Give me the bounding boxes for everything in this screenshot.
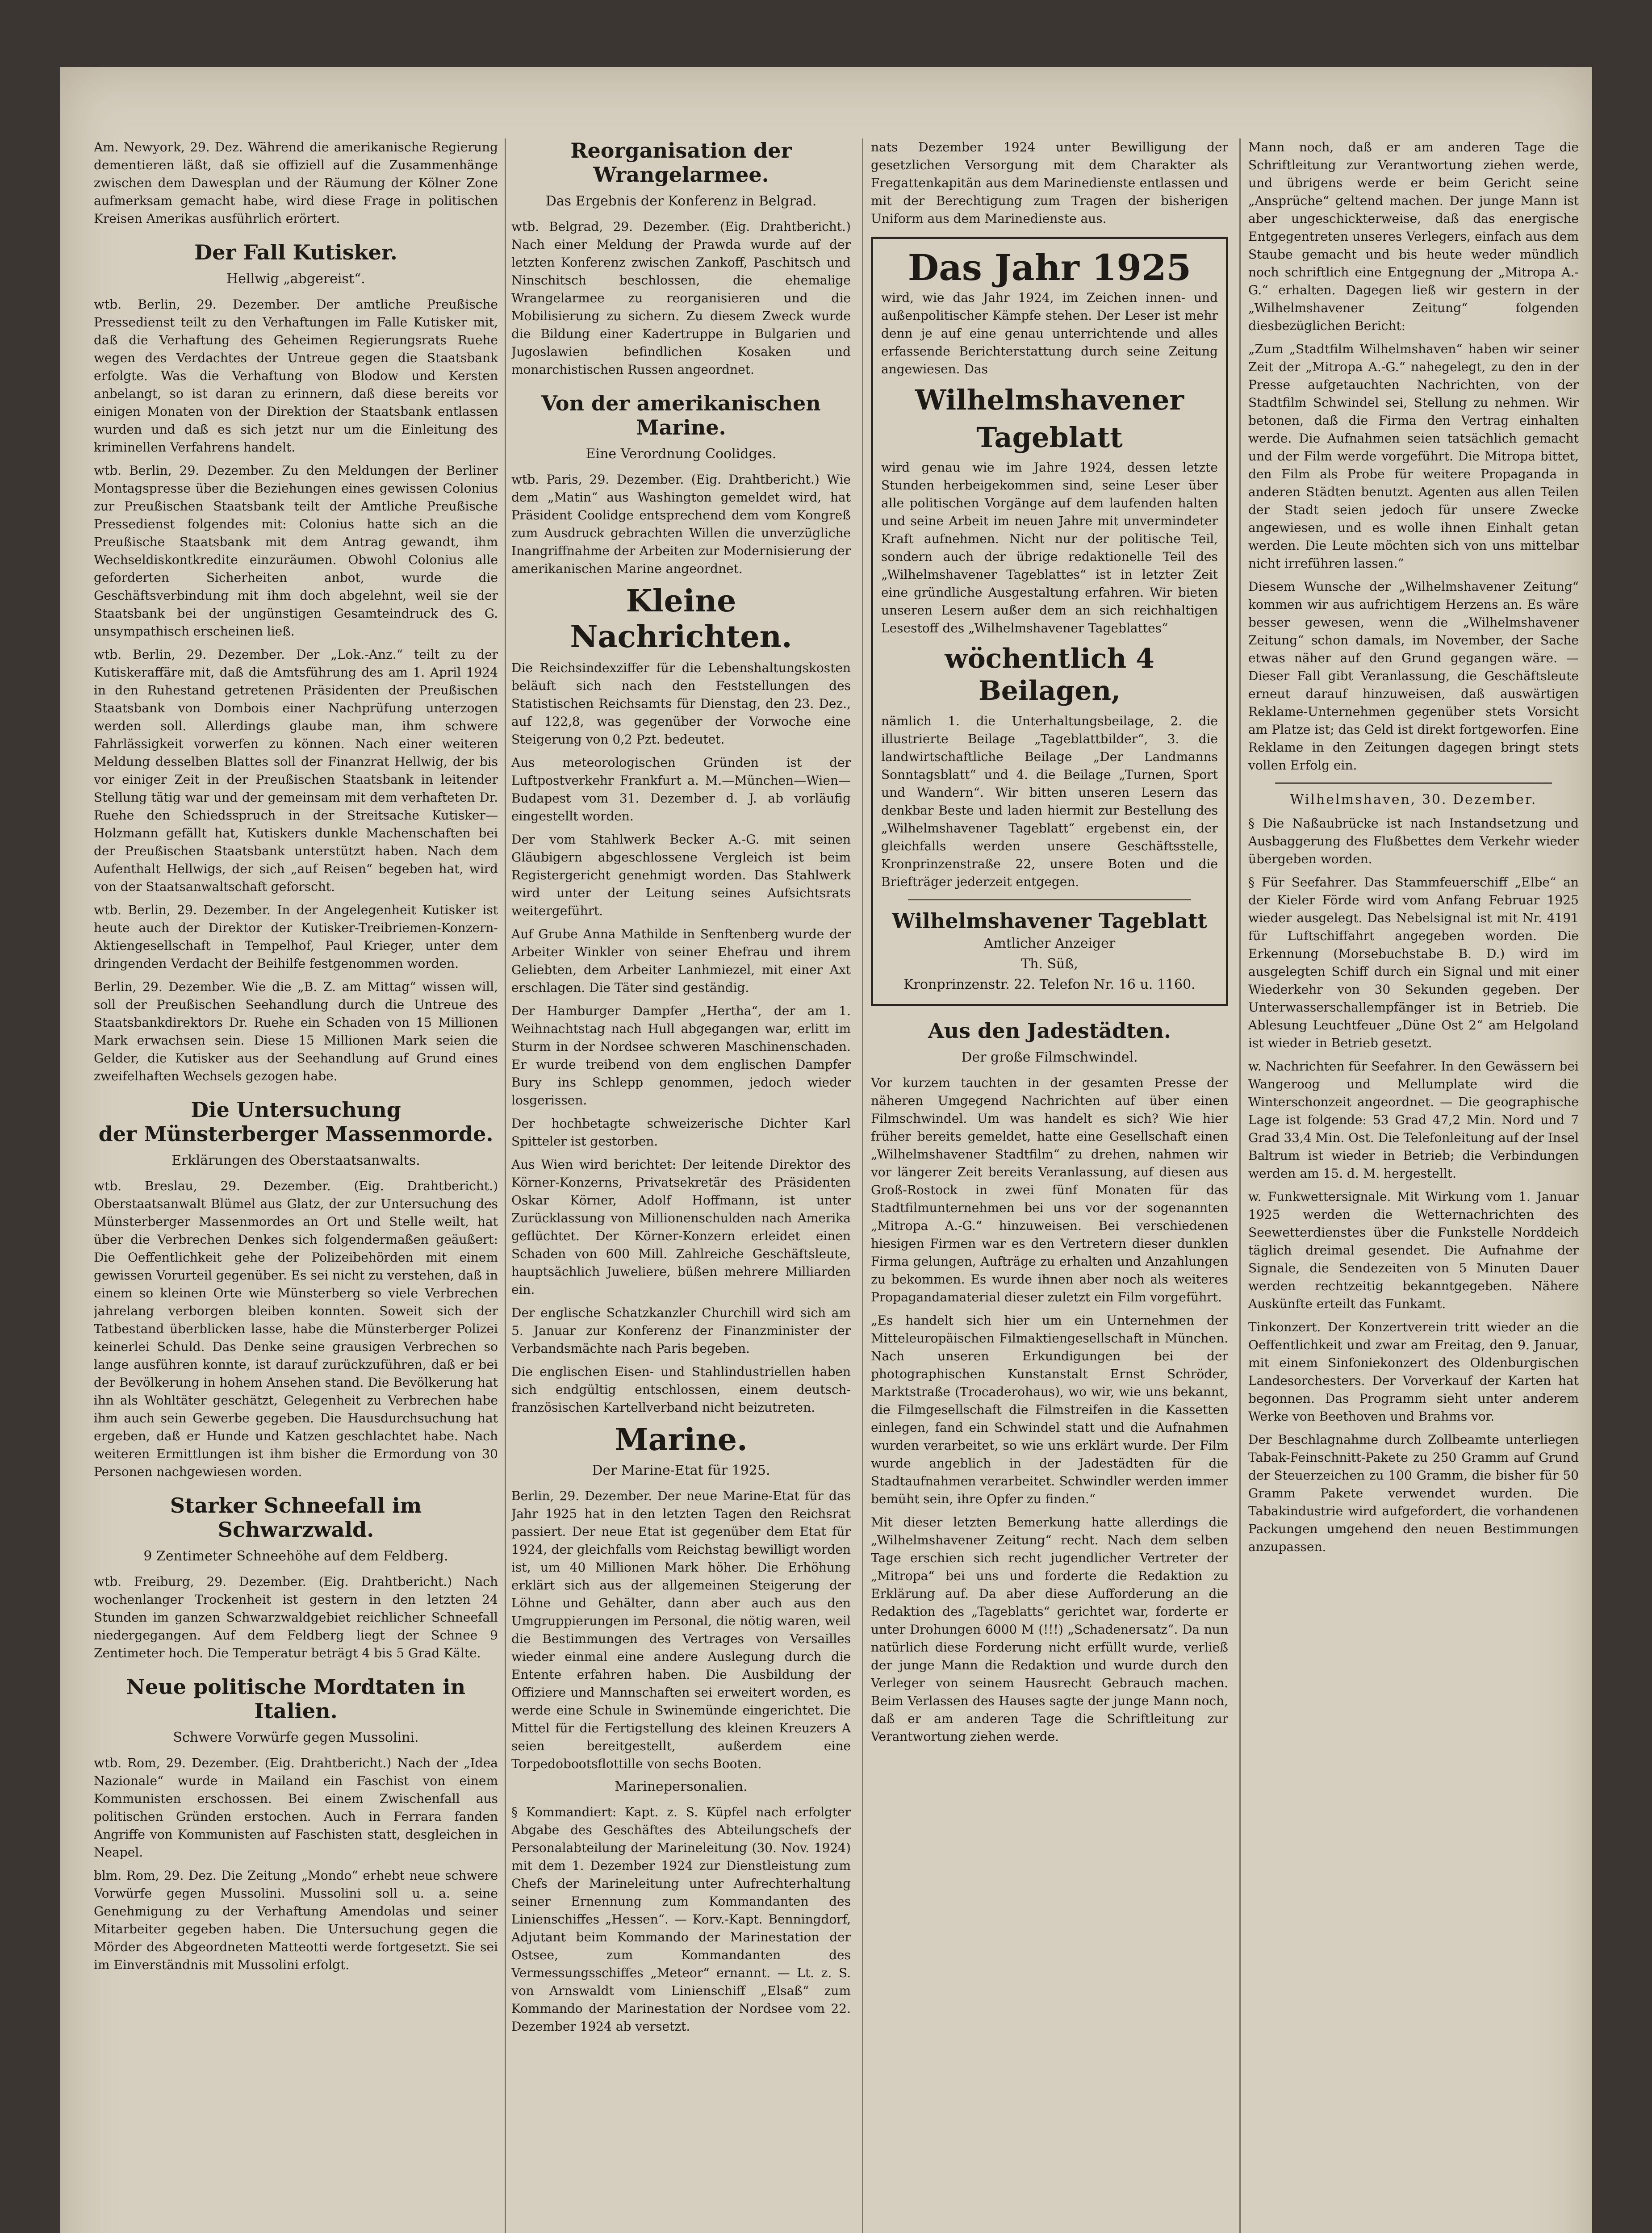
headline-italy: Neue politische Mordtaten in Italien. (126, 1675, 466, 1723)
article-paragraph: § Die Naßaubrücke ist nach Instandsetzung und Ausbaggerung des Flußbettes dem Verkehr wieder übergeben worden. (1248, 816, 1579, 866)
subheadline-italy: Schwere Vorwürfe gegen Mussolini. (173, 1730, 419, 1745)
article-paragraph: wtb. Berlin, 29. Dezember. In der Angelegenheit Kutisker ist heute auch der Direktor der Kutisker-Treibriemen-Konzern-Aktiengesellschaft in Tempelhof, Paul Krieger, unter dem dringenden Verdacht der Beihilfe festgenommen worden. (94, 903, 498, 971)
article-paragraph: § Kommandiert: Kapt. z. S. Küpfel nach erfolgter Abgabe des Geschäftes des Abteilungschefs der Personalabteilung der Marineleitung (30. Nov. 1924) mit dem 1. Dezember 1924 zur Dienstleistung zum Chefs der Marineleitung unter Aufrechterhaltung seiner Ernennung zum Kommandanten des Linienschiffes „Hessen“. — Korv.-Kapt. Benningdorf, Adjutant beim Kommando der Marinestation der Ostsee, zum Kommandanten des Vermessungsschiffes „Meteor“ ernannt. — Lt. z. S. von Arnswaldt vom Linienschiff „Elsaß“ zum Kommando der Marinestation der Nordsee vom 22. Dezember 1924 ab versetzt. (511, 1805, 851, 2034)
column-rule (505, 138, 506, 2233)
subheadline-wrangel: Das Ergebnis der Konferenz in Belgrad. (545, 193, 817, 209)
article-paragraph: Tinkonzert. Der Konzertverein tritt wieder an die Oeffentlichkeit und zwar am Freitag, den 9. Januar, mit einem Sinfoniekonzert des Oldenburgischen Landesorchesters. Der Vorverkauf der Karten hat begonnen. Das Programm sieht unter anderem Werke von Beethoven und Brahms vor. (1248, 1320, 1579, 1424)
column-rule (1239, 138, 1241, 2233)
article-paragraph: Berlin, 29. Dezember. Wie die „B. Z. am Mittag“ wissen will, soll der Preußischen Seehandlung durch die Untreue des Staatsbankdirektors Dr. Ruehe ein Schaden von 15 Millionen Mark erwachsen sein. Diese 15 Millionen Mark seien die Gelder, die Kutisker aus der Seehandlung auf Grund eines zweifelhaften Wechsels gezogen habe. (94, 979, 498, 1083)
headline-muensterberg: Die Untersuchung (191, 1098, 401, 1122)
ad-title-2: Tageblatt (976, 421, 1123, 454)
article-paragraph: Am. Newyork, 29. Dez. Während die amerikanische Regierung dementieren läßt, daß sie offiziell auf die Zusammenhänge zwischen dem Dawesplan und der Räumung der Kölner Zone aufmerksam gemacht habe, wird diese Frage in politischen Kreisen Amerikas ausführlich erörtert. (94, 140, 498, 226)
ad-divider (908, 899, 1191, 900)
subscription-advertisement (871, 237, 1228, 1006)
newspaper-page (60, 67, 1592, 2233)
ad-paragraph: wird, wie das Jahr 1924, im Zeichen innen- und außenpolitischer Kämpfe stehen. Der Leser ist mehr denn je auf eine genau unterrichtende und alles erfassende Berichterstattung durch seine Zeitung angewiesen. Das (881, 290, 1218, 376)
headline-muensterberg-2: der Münsterberger Massenmorde. (98, 1122, 494, 1146)
article-paragraph: wtb. Rom, 29. Dezember. (Eig. Drahtbericht.) Nach der „Idea Nazionale“ wurde in Mailand ein Faschist von einem Kommunisten erschossen. Bei einem Zwischenfall aus politischen Gründen erstochen. Auch in Ferrara fanden Angriffe von Kommunisten auf Faschisten statt, desgleichen in Neapel. (94, 1756, 498, 1860)
article-paragraph: Diesem Wunsche der „Wilhelmshavener Zeitung“ kommen wir aus aufrichtigem Herzens an. Es wäre besser gewesen, wenn die „Wilhelmshavener Zeitung“ schon damals, im November, der Sache etwas näher auf den Grund gegangen wäre. — Dieser Fall gibt Veranlassung, die Geschäftsleute erneut darauf hinzuweisen, daß auswärtigen Reklame-Unternehmen gegenüber stets Vorsicht am Platze ist; das Geld ist direkt fortgeworfen. Eine Reklame in den Zeitungen dagegen bringt stets vollen Erfolg ein. (1248, 579, 1579, 773)
article-paragraph: Mann noch, daß er am anderen Tage die Schriftleitung zur Verantwortung ziehen werde, und übrigens werde er beim Gericht seine „Ansprüche“ geltend machen. Der junge Mann ist aber ungeschickterweise, daß das energische Entgegentreten unseres Verlegers, einfach aus dem Staube gemacht und bis heute weder mündlich noch schriftlich eine Entgegnung der „Mitropa A.-G.“ erhalten. Dagegen ließ wir gestern in der „Wilhelmshavener Zeitung“ folgenden diesbezüglichen Bericht: (1248, 140, 1579, 333)
article-paragraph: Der englische Schatzkanzler Churchill wird sich am 5. Januar zur Konferenz der Finanzminister der Verbandsmächte nach Paris begeben. (511, 1305, 851, 1356)
ad-banner-sub: Amtlicher Anzeiger (983, 936, 1116, 951)
dateline: Wilhelmshaven, 30. Dezember. (1290, 792, 1537, 807)
article-paragraph: wtb. Berlin, 29. Dezember. Zu den Meldungen der Berliner Montagspresse über die Beziehungen eines gewissen Colonius zur Preußischen Staatsbank teilt der Amtliche Preußische Pressedienst folgendes mit: Colonius hatte sich an die Preußische Staatsbank mit dem Antrag gewandt, ihm Wechseldiskontkredite einzuräumen. Obwohl Colonius alle geforderten Sicherheiten anbot, wurde die Geschäftsverbindung mit ihm doch abgelehnt, weil sie der Staatsbank bei der ungünstigen Gesamteindruck des G. unsympathisch erscheinen ließ. (94, 463, 498, 639)
headline-marine: Marine. (615, 1422, 748, 1458)
article-paragraph: Auf Grube Anna Mathilde in Senftenberg wurde der Arbeiter Winkler von seiner Ehefrau und ihrem Geliebten, dem Arbeiter Lanhmiezel, mit einer Axt erschlagen. Die Täter sind geständig. (511, 927, 851, 995)
article-paragraph: w. Nachrichten für Seefahrer. In den Gewässern bei Wangeroog und Mellumplate wird die Winterschonzeit angeordnet. — Die geographische Lage ist folgende: 53 Grad 47,2 Min. Nord und 7 Grad 33,4 Min. Ost. Die Telefonleitung auf der Insel Baltrum ist wieder in Betrieb; die Verbindungen werden am 15. d. M. hergestellt. (1248, 1059, 1579, 1181)
subheadline-filmschwindel: Der große Filmschwindel. (961, 1050, 1138, 1065)
article-paragraph: Der Beschlagnahme durch Zollbeamte unterliegen Tabak-Feinschnitt-Pakete zu 250 Gramm auf Grund der Steuerzeichen zu 100 Gramm, die bisher für 50 Gramm Pakete verwendet wurden. Die Tabakindustrie wird aufgefordert, die vorhandenen Packungen umgehend den neuen Bestimmungen anzupassen. (1248, 1432, 1579, 1554)
article-paragraph: „Zum „Stadtfilm Wilhelmshaven“ haben wir seiner Zeit der „Mitropa A.-G.“ nahegelegt, zu den in der Presse aufgetauchten Nachrichten, von der Stadtfilm Schwindel sei, Stellung zu nehmen. Wir betonen, daß die Firma den Vertrag einhalten werde. Die Aufnahmen seien tatsächlich gemacht und der Film werde vorgeführt. Die Mitropa bittet, den Film als Probe für weitere Propaganda in anderen Städten benutzt. Agenten aus allen Teilen der Stadt seien jedoch für unsere Zwecke angewiesen, und es wolle ihnen Einhalt getan werden. Die Leute möchten sich von uns mittelbar nicht irreführen lassen.“ (1248, 342, 1579, 571)
subheadline-snow: 9 Zentimeter Schneehöhe auf dem Feldberg. (143, 1548, 448, 1564)
subheadline-muensterberg: Erklärungen des Oberstaatsanwalts. (171, 1153, 420, 1168)
article-paragraph: wtb. Berlin, 29. Dezember. Der amtliche Preußische Pressedienst teilt zu den Verhaftungen im Falle Kutisker mit, daß die Verhaftung des Geheimen Regierungsrats Ruehe wegen des Verdachtes der Untreue gegen die Staatsbank erfolgte. Was die Verhaftung von Blodow und Kersten anbelangt, so ist daran zu erinnern, daß diese bereits vor einigen Monaten von der Direktion der Staatsbank entlassen wurden und daß es sich jetzt nur um die Einleitung des kriminellen Verfahrens handelt. (94, 297, 498, 455)
article-paragraph: Der Hamburger Dampfer „Hertha“, der am 1. Weihnachtstag nach Hull abgegangen war, erlitt im Sturm in der Nordsee schweren Maschinenschaden. Er wurde treibend von dem englischen Dampfer Bury ins Schlepp genommen, jedoch wieder losgerissen. (511, 1004, 851, 1108)
column-rule (862, 138, 863, 2233)
ad-banner-name: Th. Süß, (1021, 956, 1078, 972)
subheadline-personal: Marinepersonalien. (615, 1779, 748, 1794)
article-paragraph: wtb. Paris, 29. Dezember. (Eig. Drahtbericht.) Wie dem „Matin“ aus Washington gemeldet wird, hat Präsident Coolidge entsprechend dem vom Kongreß zum Ausdruck gebrachten Willen die unverzügliche Inangriffnahme der Arbeiten zur Modernisierung der amerikanischen Marine angeordnet. (511, 472, 851, 576)
headline-jadestaedte: Aus den Jadestädten. (928, 1019, 1171, 1043)
headline-snow: Starker Schneefall im Schwarzwald. (170, 1493, 422, 1542)
column-1 (94, 138, 498, 1979)
ad-banner: Wilhelmshavener Tageblatt (892, 909, 1207, 933)
subheadline-kutisker: Hellwig „abgereist“. (226, 271, 365, 287)
headline-wrangel: Reorganisation der Wrangelarmee. (570, 138, 792, 187)
article-paragraph: wtb. Breslau, 29. Dezember. (Eig. Drahtbericht.) Oberstaatsanwalt Blümel aus Glatz, der zur Untersuchung des Münsterberger Massenmordes an Ort und Stelle weilt, hat über die Verbrechen Denkes sich folgendermaßen geäußert: Die Oeffentlichkeit gehe der Polizeibehörden mit einem gewissen Vorurteil gegenüber. Es sei nicht zu verstehen, daß in einem so kleinen Orte wie Münsterberg so viele Verbrechen jahrelang verborgen bleiben konnten. Soweit sich der Tatbestand überblicken lasse, habe die Münsterberger Polizei keinerlei Schuld. Das Denke seine grausigen Verbrechen so lange ausführen konnte, ist darauf zurückzuführen, daß er bei der Bevölkerung in hohem Ansehen stand. Die Bevölkerung hat ihn als Wohltäter geschätzt, Gelegenheit zu Verbrechen habe ihm auch sein Gewerbe gegeben. Die Hausdurchsuchung hat ergeben, daß er Hunde und Katzen geschlachtet habe. Nach weiteren Ermittlungen ist ihm bisher die Ermordung von 30 Personen nachgewiesen worden. (94, 1179, 498, 1479)
ad-address: Kronprinzenstr. 22. Telefon Nr. 16 u. 1160. (903, 977, 1196, 992)
headline-kutisker: Der Fall Kutisker. (194, 240, 397, 264)
ad-supplements: wöchentlich 4 Beilagen, (945, 643, 1154, 707)
column-4 (1248, 138, 1579, 1561)
headline-navy: Von der amerikanischen Marine. (541, 391, 821, 439)
article-paragraph: Mit dieser letzten Bemerkung hatte allerdings die „Wilhelmshavener Zeitung“ recht. Nach dem selben Tage erschien sich recht jugendlicher Vertreter der „Mitropa“ bei uns und forderte die Redaktion zu Erklärung auf. Da aber diese Aufforderung an die Redaktion des „Tageblatts“ gerichtet war, forderte er unter Drohungen 6000 M (!!!) „Schadenersatz“. Da nun natürlich diese Forderung nicht erfüllt wurde, verließ der junge Mann die Redaktion und wurde durch den Verleger von seinem Hausrecht Gebrauch machen. Beim Verlassen des Hauses sagte der junge Mann noch, daß er am anderen Tage die Schriftleitung zur Verantwortung ziehen werde. (871, 1515, 1228, 1744)
article-paragraph: wtb. Belgrad, 29. Dezember. (Eig. Drahtbericht.) Nach einer Meldung der Prawda wurde auf der letzten Konferenz zwischen Zankoff, Paschitsch und Ninschitsch beschlossen, die ehemalige Wrangelarmee zu reorganisieren und die Mobilisierung zu sichern. Zu diesem Zweck wurde die Bildung einer Kadertruppe in Bulgarien und Jugoslawien befindlichen Kosaken und monarchistischen Russen angeordnet. (511, 219, 851, 377)
article-paragraph: „Es handelt sich hier um ein Unternehmen der Mitteleuropäischen Filmaktiengesellschaft in München. Nach unseren Erkundigungen bei der photographischen Kunstanstalt Ernst Schröder, Marktstraße (Trocaderohaus), wo wir, wie uns bekannt, die Filmgesellschaft die Filmstreifen in die Kassetten einlegen, fand ein Schwindel statt und die Aufnahmen wurden verarbeitet, so wie uns erklärt wurde. Der Film wurde angeblich in der Jadestädten für die Stadtaufnahmen verarbeitet. Schwindler werden immer bemüht sein, ihre Opfer zu finden.“ (871, 1313, 1228, 1506)
article-paragraph: Der vom Stahlwerk Becker A.-G. mit seinen Gläubigern abgeschlossene Vergleich ist beim Registergericht genehmigt worden. Das Stahlwerk wird unter der Leitung seines Aufsichtsrats weitergeführt. (511, 832, 851, 918)
article-paragraph: Vor kurzem tauchten in der gesamten Presse der näheren Umgegend Nachrichten auf über einen Filmschwindel. Um was handelt es sich? Wie hier früher bereits gemeldet, hatte eine Gesellschaft einen „Wilhelmshavener Stadtfilm“ zu drehen, nahmen wir vor längerer Zeit bereits Veranlassung, auf diesen aus Groß-Rostock in zwei fünf Monaten für das Stadtfilmunternehmen bei uns vor der sogenannten „Mitropa A.-G.“ hinzuweisen. Bei verschiedenen hiesigen Firmen war es den Vertretern dieser dunklen Firma gelungen, Aufträge zu erhalten und Anzahlungen zu bekommen. Es wurde ihnen aber noch als weiteres Propagandamaterial dieser zuletzt ein Film vorgeführt. (871, 1075, 1228, 1305)
article-paragraph: Die Reichsindexziffer für die Lebenshaltungskosten beläuft sich nach den Feststellungen des Statistischen Reichsamts für Dienstag, den 23. Dez., auf 122,8, was gegenüber der Vorwoche eine Steigerung von 0,2 Pzt. bedeutet. (511, 661, 851, 747)
ad-title: Wilhelmshavener (915, 384, 1184, 416)
article-paragraph: Berlin, 29. Dezember. Der neue Marine-Etat für das Jahr 1925 hat in den letzten Tagen den Reichsrat passiert. Der neue Etat ist gegenüber dem Etat für 1924, der gleichfalls vom Reichstag bewilligt worden ist, um 40 Millionen Mark höher. Die Erhöhung erklärt sich aus der allgemeinen Steigerung der Löhne und Gehälter, dann aber auch aus den Umgruppierungen im Personal, die nötig waren, weil die Bestimmungen des Vertrages von Versailles wieder einmal eine andere Auslegung durch die Entente erfahren haben. Die Ausbildung der Offiziere und Mannschaften sei erweitert worden, es werde eine Schule in Swinemünde eingerichtet. Die Mittel für die Fertigstellung des kleinen Kreuzers A seien bereitgestellt, außerdem eine Torpedobootsflottille von sechs Booten. (511, 1489, 851, 1771)
article-paragraph: blm. Rom, 29. Dez. Die Zeitung „Mondo“ erhebt neue schwere Vorwürfe gegen Mussolini. Mussolini soll u. a. seine Genehmigung zu der Verhaftung Amendolas und seiner Mitarbeiter gegeben haben. Die Untersuchung gegen die Mörder des Abgeordneten Matteotti werde fortgesetzt. Sie sei im Einverständnis mit Mussolini erfolgt. (94, 1868, 498, 1972)
column-3 (871, 138, 1228, 1751)
article-paragraph: Die englischen Eisen- und Stahlindustriellen haben sich endgültig entschlossen, einem deutsch-französischen Kartellverband nicht beizutreten. (511, 1364, 851, 1415)
article-paragraph: Aus meteorologischen Gründen ist der Luftpostverkehr Frankfurt a. M.—München—Wien—Budapest vom 31. Dezember d. J. ab vorläufig eingestellt worden. (511, 755, 851, 824)
ad-paragraph: wird genau wie im Jahre 1924, dessen letzte Stunden herbeigekommen sind, seine Leser über alle politischen Vorgänge auf dem laufenden halten und seine Arbeit im neuen Jahre mit unvermindeter Kraft aufnehmen. Nicht nur der politische Teil, sondern auch der übrige redaktionelle Teil des „Wilhelmshavener Tageblattes“ ist in letzter Zeit eine gründliche Ausgestaltung erfahren. Wir bieten unseren Lesern außer dem an sich reichhaltigen Lesestoff des „Wilhelmshavener Tageblattes“ (881, 460, 1218, 636)
article-paragraph: w. Funkwettersignale. Mit Wirkung vom 1. Januar 1925 werden die Wetternachrichten des Seewetterdienstes über die Funkstelle Norddeich täglich dreimal gesendet. Die Aufnahme der Signale, die Sendezeiten von 5 Minuten Dauer werden rechtzeitig bekanntgegeben. Nähere Auskünfte erteilt das Funkamt. (1248, 1189, 1579, 1311)
article-paragraph: nats Dezember 1924 unter Bewilligung der gesetzlichen Versorgung mit dem Charakter als Fregattenkapitän aus dem Marinedienste entlassen und mit der Berechtigung zum Tragen der bisherigen Uniform aus dem Marinedienste aus. (871, 140, 1228, 226)
ad-headline: Das Jahr 1925 (908, 247, 1192, 289)
article-paragraph: Der hochbetagte schweizerische Dichter Karl Spitteler ist gestorben. (511, 1116, 851, 1149)
column-2 (511, 138, 851, 2041)
article-paragraph: wtb. Berlin, 29. Dezember. Der „Lok.-Anz.“ teilt zu der Kutiskeraffäre mit, daß die Amtsführung des am 1. April 1924 in den Ruhestand getretenen Präsidenten der Preußischen Staatsbank von Dombois einer Nachprüfung unterzogen werden soll. Allerdings glaube man, ihm schwere Fahrlässigkeit vorwerfen zu können. Nach einer weiteren Meldung desselben Blattes soll der Finanzrat Hellwig, der bis vor einiger Zeit in der Preußischen Staatsbank in leitender Stellung tätig war und der gemeinsam mit dem verhafteten Dr. Ruehe den Schiedsspruch in der Streitsache Kutisker—Holzmann gefällt hat, Kutiskers dunkle Machenschaften bei der Preußischen Staatsbank unterstützt haben. Nach dem Aufenthalt Hellwigs, der sich „auf Reisen“ begeben hat, wird von der Staatsanwaltschaft geforscht. (94, 647, 498, 894)
subheadline-navy: Eine Verordnung Coolidges. (586, 446, 777, 462)
article-paragraph: Aus Wien wird berichtet: Der leitende Direktor des Körner-Konzerns, Privatsekretär des Präsidenten Oskar Körner, Adolf Hoffmann, ist unter Zurücklassung von Millionenschulden nach Amerika geflüchtet. Der Körner-Konzern erleidet einen Schaden von 600 Mill. Zahlreiche Geschäftsleute, hauptsächlich Juweliere, büßen mehrere Milliarden ein. (511, 1157, 851, 1297)
article-paragraph: wtb. Freiburg, 29. Dezember. (Eig. Drahtbericht.) Nach wochenlanger Trockenheit ist gestern in den letzten 24 Stunden im ganzen Schwarzwaldgebiet reichlicher Schneefall niedergegangen. Auf dem Feldberg liegt der Schnee 9 Zentimeter hoch. Die Temperatur beträgt 4 bis 5 Grad Kälte. (94, 1574, 498, 1660)
ad-paragraph: nämlich 1. die Unterhaltungsbeilage, 2. die illustrierte Beilage „Tageblattbilder“, 3. die landwirtschaftliche Beilage „Der Landmanns Sonntagsblatt“ und 4. die Beilage „Turnen, Sport und Wandern“. Wir bitten unseren Lesern das denkbar Beste und laden hiermit zur Bestellung des „Wilhelmshavener Tageblatt“ ergebenst ein, der gleichfalls werden unsere Geschäftsstelle, Kronprinzenstraße 22, unsere Boten und die Briefträger jederzeit entgegen. (881, 714, 1218, 889)
article-paragraph: § Für Seefahrer. Das Stammfeuerschiff „Elbe“ an der Kieler Förde wird vom Anfang Februar 1925 wieder ausgelegt. Das Nebelsignal ist mit Nr. 4191 für Luftschiffahrt angegeben worden. Die Erkennung (Morsebuchstabe B. D.) wird im ausgelegten Schiff durch ein Signal und mit einer Wiederkehr von 30 Sekunden gegeben. Der Unterwasserschallempfänger ist in Betrieb. Die Ablesung Leuchtfeuer „Düne Ost 2“ am Helgoland ist wieder in Betrieb gesetzt. (1248, 875, 1579, 1050)
subheadline-marine-etat: Der Marine-Etat für 1925. (592, 1463, 770, 1478)
section-divider (1275, 782, 1552, 784)
headline-kleine-nachrichten: Kleine Nachrichten. (570, 583, 792, 655)
